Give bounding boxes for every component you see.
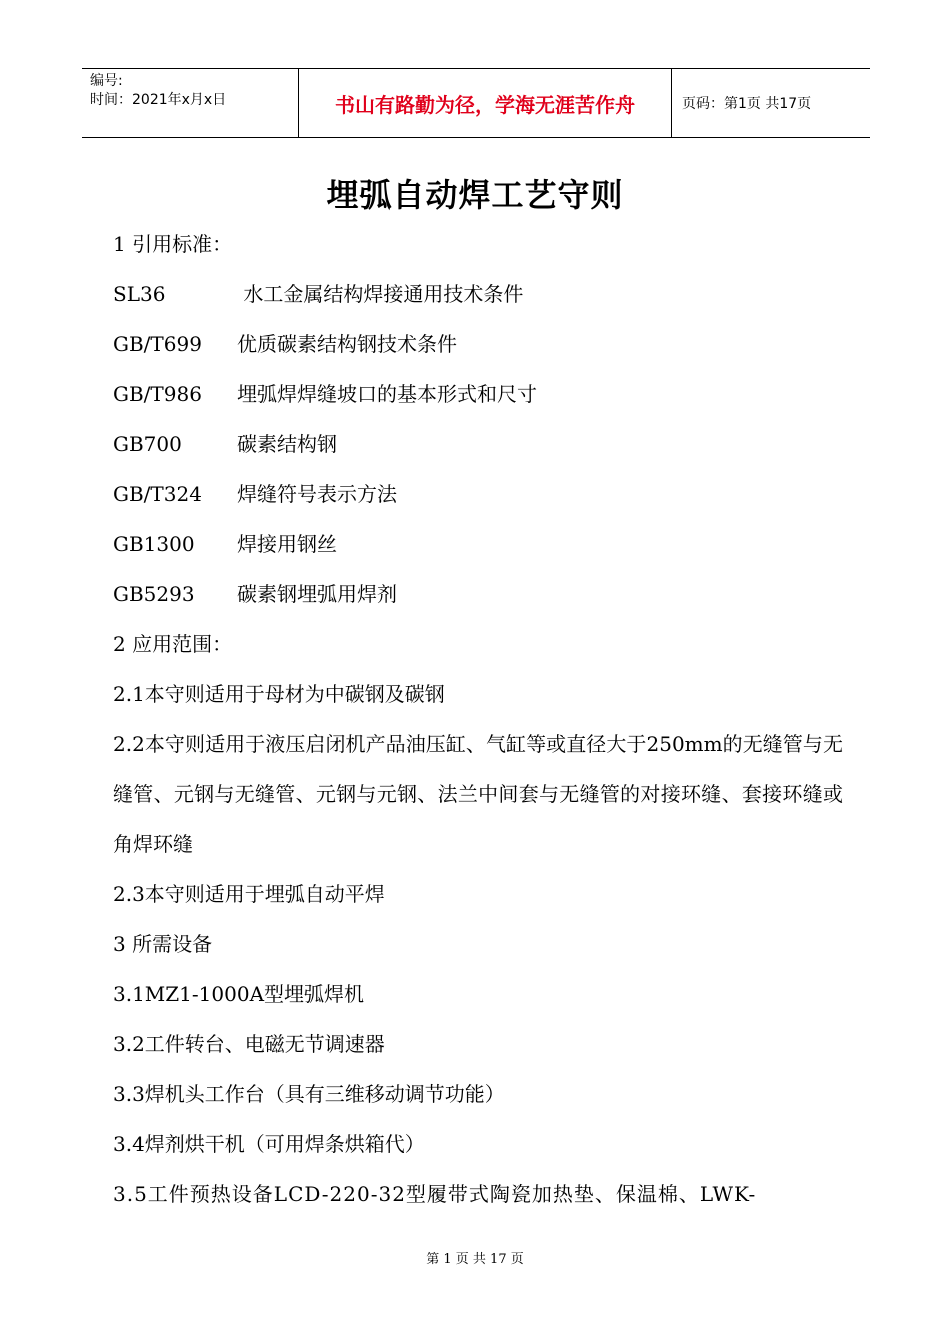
standard-item — [113, 469, 843, 519]
standard-code: GB/T699 — [113, 332, 202, 356]
header-page-info: 页码：第1页 共17页 — [682, 96, 812, 112]
paragraph: 2.1本守则适用于母材为中碳钢及碳钢 — [113, 682, 445, 706]
standard-item — [113, 269, 843, 319]
section-heading: 3 所需设备 — [113, 932, 213, 956]
standard-name: 埋弧焊焊缝坡口的基本形式和尺寸 — [237, 382, 537, 406]
header-motto: 书山有路勤为径，学海无涯苦作舟 — [298, 69, 672, 137]
header-meta — [82, 69, 298, 137]
standard-name: 碳素结构钢 — [237, 432, 337, 456]
standard-item — [113, 419, 843, 469]
document-time-label: 时间：2021年x月x日 — [90, 92, 227, 108]
document-title: 埋弧自动焊工艺守则 — [326, 176, 624, 214]
standard-item — [113, 569, 843, 619]
page-footer: 第 1 页 共 17 页 — [426, 1252, 524, 1267]
standard-name: 水工金属结构焊接通用技术条件 — [237, 282, 524, 306]
standard-name: 焊缝符号表示方法 — [237, 482, 397, 506]
standard-code: GB/T324 — [113, 482, 202, 506]
standard-code: SL36 — [113, 282, 166, 306]
standard-name: 优质碳素结构钢技术条件 — [237, 332, 457, 356]
standard-code: GB1300 — [113, 532, 195, 556]
standard-item — [113, 369, 843, 419]
standard-item — [113, 519, 843, 569]
standard-name: 碳素钢埋弧用焊剂 — [237, 582, 397, 606]
document-number-label: 编号: — [90, 73, 123, 89]
equipment-item: 3.2工件转台、电磁无节调速器 — [113, 1032, 385, 1056]
standard-code: GB/T986 — [113, 382, 202, 406]
equipment-item: 3.3焊机头工作台（具有三维移动调节功能） — [113, 1082, 505, 1106]
standard-code: GB5293 — [113, 582, 195, 606]
section-heading: 2 应用范围： — [113, 632, 233, 656]
equipment-item: 3.5工件预热设备LCD-220-32型履带式陶瓷加热垫、保温棉、LWK- — [113, 1182, 757, 1206]
standard-item — [113, 319, 843, 369]
standard-name: 焊接用钢丝 — [237, 532, 337, 556]
document-body — [113, 219, 843, 1219]
paragraph: 2.2本守则适用于液压启闭机产品油压缸、气缸等或直径大于250mm的无缝管与无缝管、元钢与无缝管、元钢与元钢、法兰中间套与无缝管的对接环缝、套接环缝或角焊环缝 — [113, 732, 843, 856]
document-header — [82, 68, 870, 138]
section-heading: 1 引用标准： — [113, 232, 233, 256]
paragraph: 2.3本守则适用于埋弧自动平焊 — [113, 882, 385, 906]
equipment-item: 3.1MZ1-1000A型埋弧焊机 — [113, 982, 365, 1006]
standard-code: GB700 — [113, 432, 182, 456]
equipment-item: 3.4焊剂烘干机（可用焊条烘箱代） — [113, 1132, 425, 1156]
